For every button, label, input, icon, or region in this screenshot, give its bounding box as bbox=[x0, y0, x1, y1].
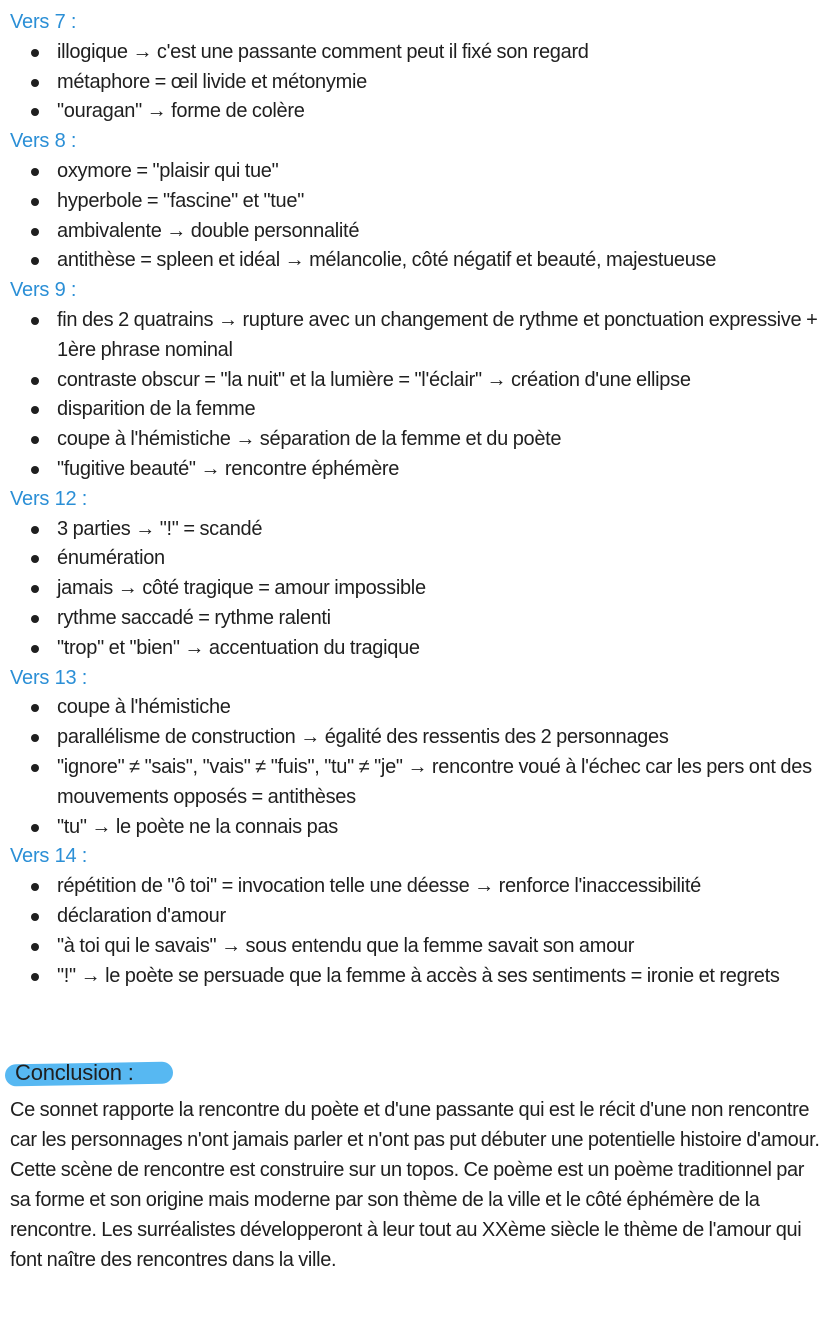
section-vers-7 bbox=[10, 8, 818, 127]
section-vers-9 bbox=[10, 276, 818, 485]
section-vers-12 bbox=[10, 485, 818, 664]
list-item: fin des 2 quatrains → rupture avec un changement de rythme et ponctuation expressive + 1ère phrase nominal bbox=[10, 306, 818, 366]
list-item: parallélisme de construction → égalité des ressentis des 2 personnages bbox=[10, 723, 818, 753]
section-heading: Vers 12 : bbox=[10, 487, 88, 510]
list-item: "ouragan" → forme de colère bbox=[10, 97, 818, 127]
list-item: disparition de la femme bbox=[10, 395, 818, 425]
list-item: métaphore = œil livide et métonymie bbox=[10, 68, 818, 98]
list-item: déclaration d'amour bbox=[10, 902, 818, 932]
list-item: "fugitive beauté" → rencontre éphémère bbox=[10, 455, 818, 485]
list-item: ambivalente → double personnalité bbox=[10, 217, 818, 247]
list-item: coupe à l'hémistiche → séparation de la femme et du poète bbox=[10, 425, 818, 455]
bullet-list bbox=[10, 306, 818, 485]
list-item: oxymore = "plaisir qui tue" bbox=[10, 157, 818, 187]
list-item: jamais → côté tragique = amour impossible bbox=[10, 574, 818, 604]
bullet-list bbox=[10, 515, 818, 664]
section-vers-13 bbox=[10, 664, 818, 843]
list-item: 3 parties → "!" = scandé bbox=[10, 515, 818, 545]
list-item: illogique → c'est une passante comment peut il fixé son regard bbox=[10, 38, 818, 68]
list-item: hyperbole = "fascine" et "tue" bbox=[10, 187, 818, 217]
list-item: antithèse = spleen et idéal → mélancolie, côté négatif et beauté, majestueuse bbox=[10, 246, 818, 276]
conclusion-title: Conclusion : bbox=[15, 1060, 134, 1085]
section-heading: Vers 8 : bbox=[10, 130, 77, 153]
section-vers-14 bbox=[10, 842, 818, 991]
list-item: énumération bbox=[10, 544, 818, 574]
bullet-list bbox=[10, 38, 818, 127]
list-item: contraste obscur = "la nuit" et la lumière = "l'éclair" → création d'une ellipse bbox=[10, 366, 818, 396]
section-heading: Vers 9 : bbox=[10, 279, 77, 302]
section-heading: Vers 7 : bbox=[10, 11, 77, 33]
list-item: répétition de "ô toi" = invocation telle une déesse → renforce l'inaccessibilité bbox=[10, 872, 818, 902]
section-vers-8 bbox=[10, 127, 818, 276]
section-heading: Vers 13 : bbox=[10, 666, 88, 689]
list-item: rythme saccadé = rythme ralenti bbox=[10, 604, 818, 634]
list-item: "!" → le poète se persuade que la femme à accès à ses sentiments = ironie et regrets bbox=[10, 962, 818, 992]
list-item: "tu" → le poète ne la connais pas bbox=[10, 813, 818, 843]
list-item: coupe à l'hémistiche bbox=[10, 693, 818, 723]
bullet-list bbox=[10, 872, 818, 991]
bullet-list bbox=[10, 157, 818, 276]
bullet-list bbox=[10, 693, 818, 842]
list-item: "trop" et "bien" → accentuation du tragique bbox=[10, 634, 818, 664]
conclusion-heading bbox=[5, 1055, 134, 1091]
conclusion-paragraph: Ce sonnet rapporte la rencontre du poète et d'une passante qui est le récit d'une non rencontre car les personnages n'ont jamais parler et n'ont pas put débuter une potentielle histoire d'amour. Cette scène de rencontre est construire sur un topos. Ce poème est un poème traditionnel par sa forme et son origine mais moderne par son thème de la ville et le côté éphémère de la rencontre. Les surréalistes développeront à leur tout au XXème siècle le thème de l'amour qui font naître des rencontres dans la ville. bbox=[10, 1099, 820, 1271]
list-item: "à toi qui le savais" → sous entendu que la femme savait son amour bbox=[10, 932, 818, 962]
list-item: "ignore" ≠ "sais", "vais" ≠ "fuis", "tu" ≠ "je" → rencontre voué à l'échec car les pers ont des mouvements opposés = antithèses bbox=[10, 753, 818, 813]
section-heading: Vers 14 : bbox=[10, 845, 88, 868]
